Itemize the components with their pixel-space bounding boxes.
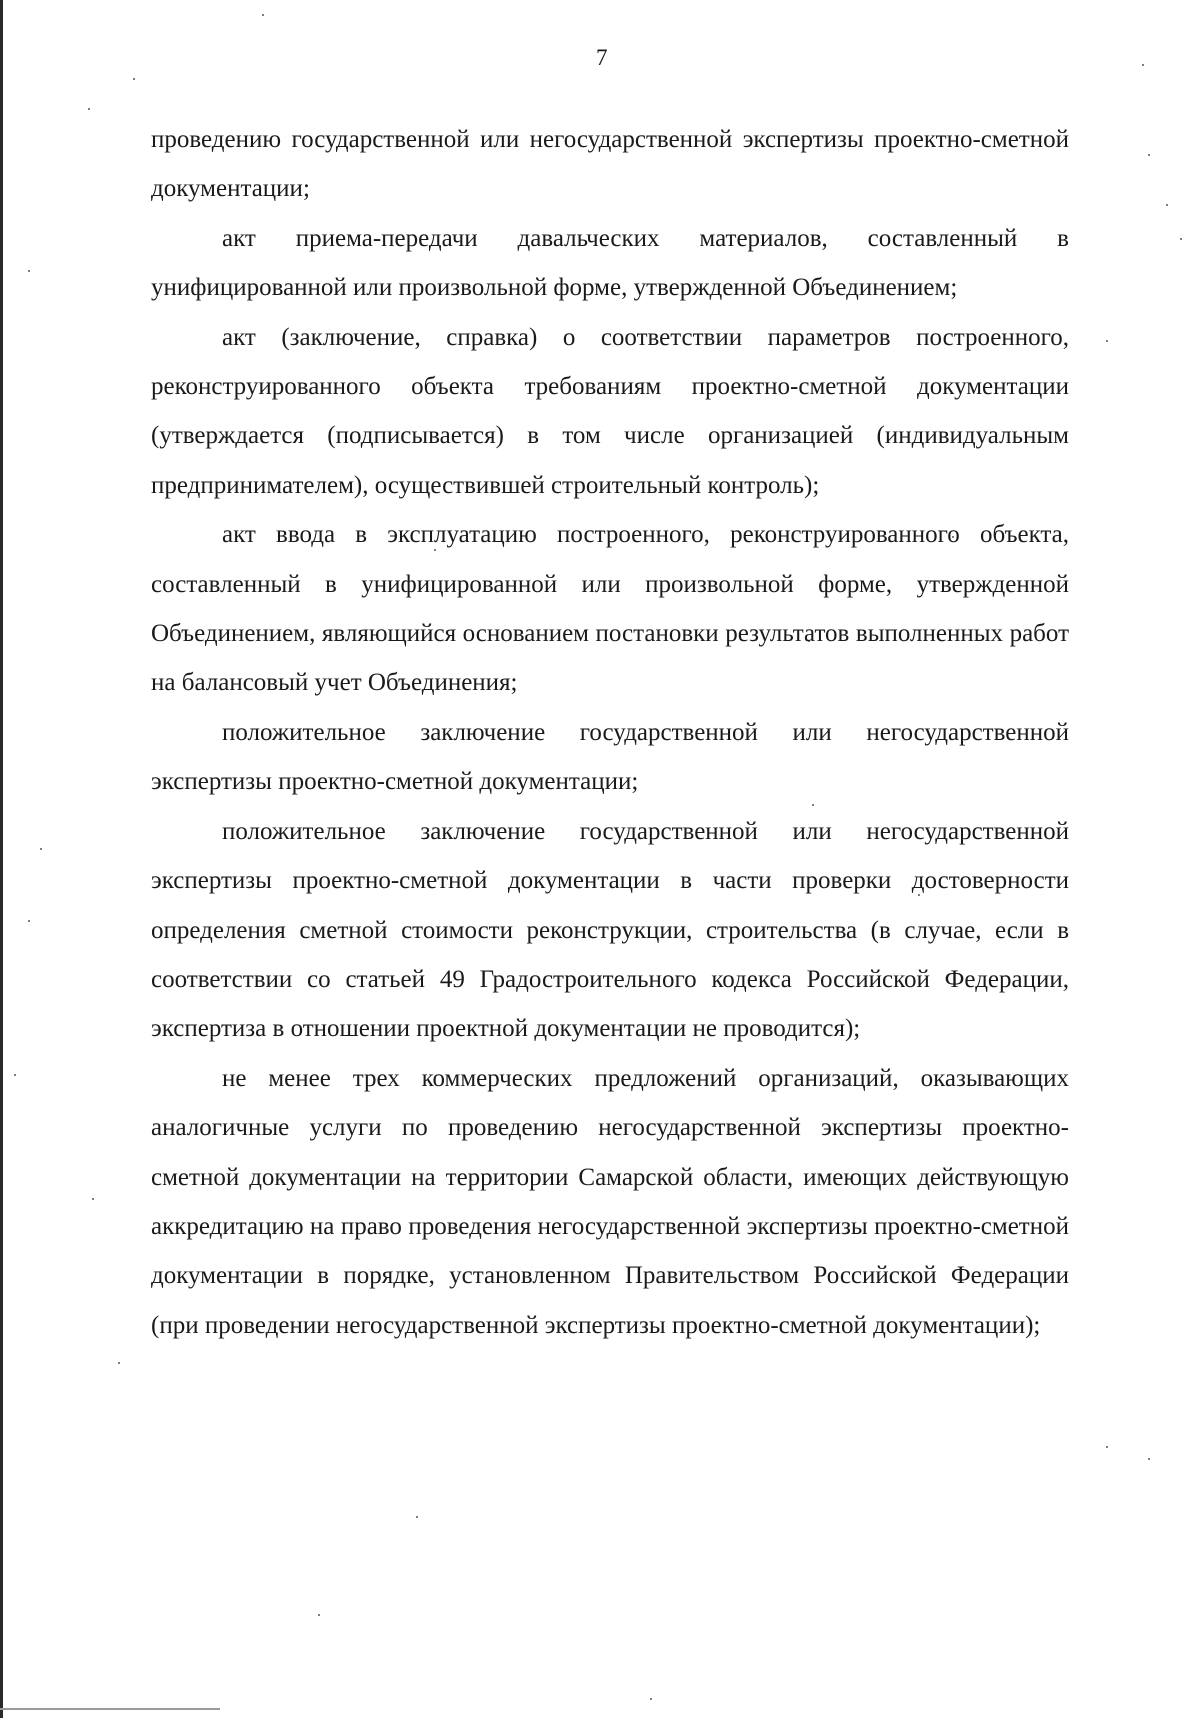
scan-speck xyxy=(318,1614,320,1616)
scan-speck xyxy=(92,1198,94,1200)
paragraph: положительное заключение государственной или негосударственной экспертизы проектно-сметной документации в части проверки достоверности определения сметной стоимости реконструкции, строительства (в случае, если в соответствии со статьей 49 Градостроительного кодекса Российской Федерации, экспертиза в отношении проектной документации не проводится); xyxy=(151,817,1069,1043)
paragraph: проведению государственной или негосударственной экспертизы проектно-сметной документации; xyxy=(151,126,1069,203)
scan-bottom-edge xyxy=(0,1708,220,1710)
page-number: 7 xyxy=(596,45,608,70)
paragraph: акт (заключение, справка) о соответствии параметров построенного, реконструированного объекта требованиям проектно-сметной документации (утверждается (подписывается) в том числе организацией (индивидуальным предпринимателем), осуществившей строительный контроль); xyxy=(151,323,1069,499)
scan-speck xyxy=(416,1516,418,1518)
scan-speck xyxy=(1166,204,1168,206)
scan-speck xyxy=(262,14,264,16)
scan-speck xyxy=(118,1362,120,1364)
scan-speck xyxy=(88,108,90,110)
scan-left-edge xyxy=(0,0,3,1718)
scan-speck xyxy=(133,78,135,80)
scan-speck xyxy=(1148,154,1150,156)
scan-speck xyxy=(28,920,30,922)
scan-speck xyxy=(1106,1446,1108,1448)
scan-speck xyxy=(40,848,42,850)
scan-speck xyxy=(28,270,30,272)
document-body xyxy=(151,115,1069,1350)
scan-speck xyxy=(1148,1458,1150,1460)
paragraph: не менее трех коммерческих предложений организаций, оказывающих аналогичные услуги по проведению негосударственной экспертизы проектно-сметной документации на территории Самарской области, имеющих действующую аккредитацию на право проведения негосударственной экспертизы проектно-сметной документации в порядке, установленном Правительством Российской Федерации (при проведении негосударственной экспертизы проектно-сметной документации); xyxy=(151,1064,1069,1339)
paragraph: положительное заключение государственной или негосударственной экспертизы проектно-сметной документации; xyxy=(151,718,1069,796)
scan-speck xyxy=(650,1698,652,1700)
scan-speck xyxy=(1106,340,1108,342)
paragraph: акт приема-передачи давальческих материалов, составленный в унифицированной или произвольной форме, утвержденной Объединением; xyxy=(151,224,1069,302)
paragraph: акт ввода в эксплуатацию построенного, реконструированного объекта, составленный в унифицированной или произвольной форме, утвержденной Объединением, являющийся основанием постановки результатов выполненных работ на балансовый учет Объединения; xyxy=(151,521,1069,697)
scan-speck xyxy=(14,1074,16,1076)
scan-speck xyxy=(1180,238,1182,240)
scan-speck xyxy=(1142,64,1144,66)
